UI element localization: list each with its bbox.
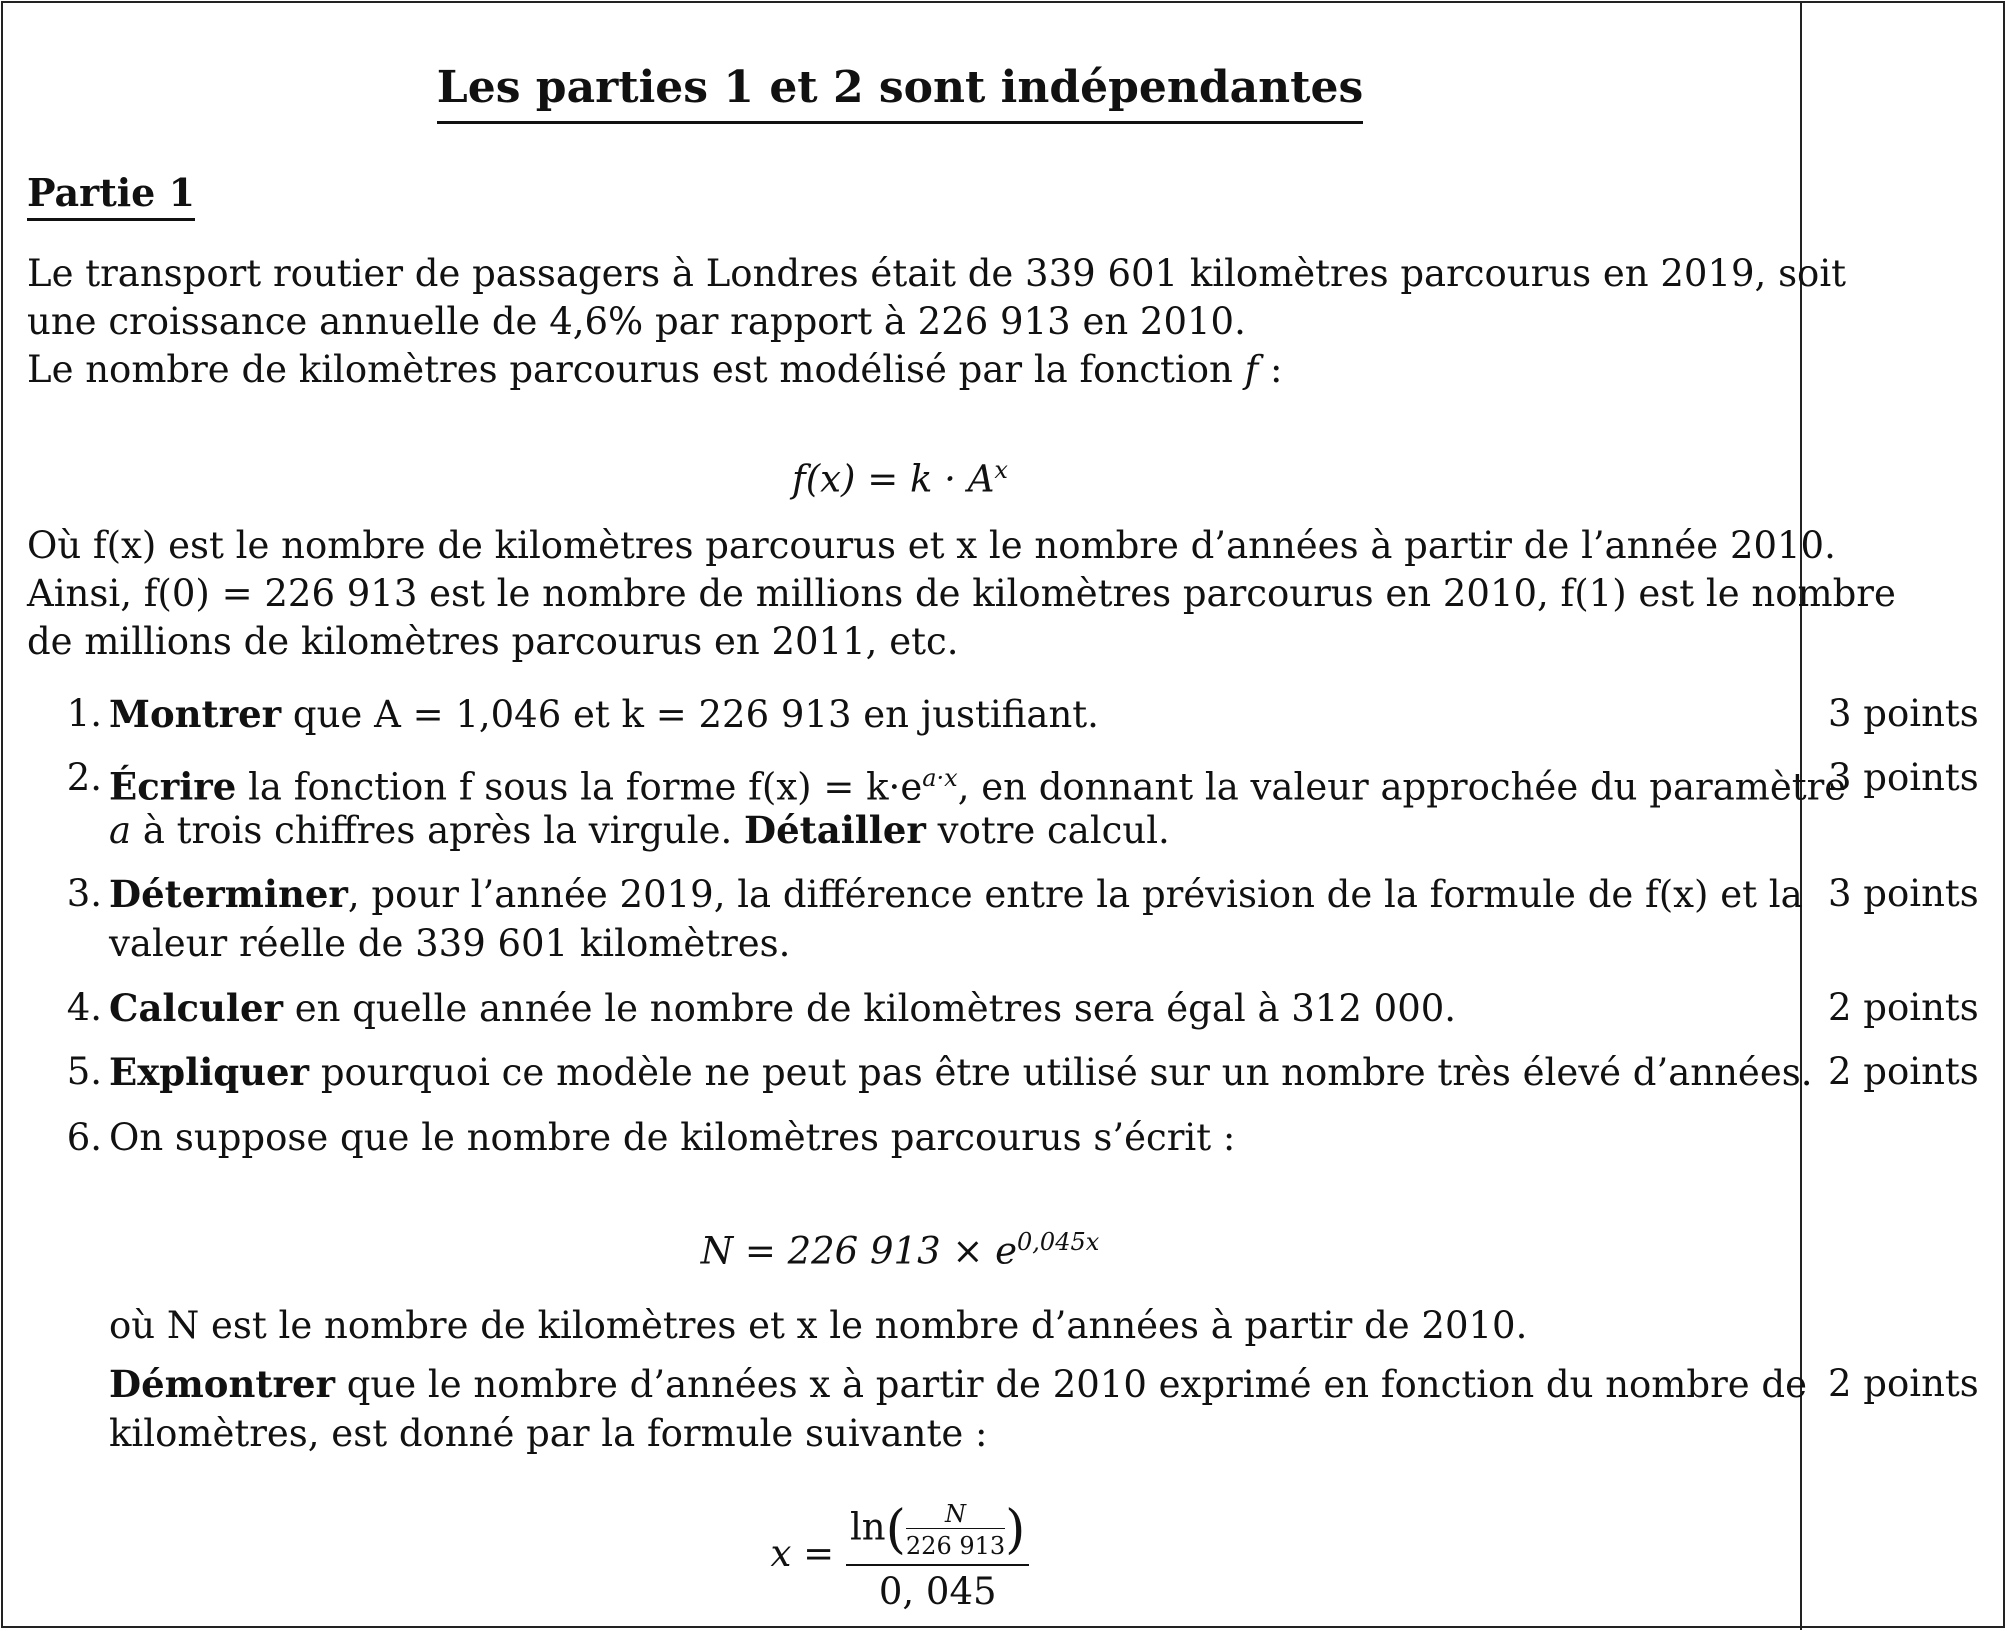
question-5: Expliquer pourquoi ce modèle ne peut pas être utilisé sur un nombre très élevé d’années.: [109, 1050, 1813, 1094]
n-formula: N = 226 $913 \times e^{0,045x}$: [700, 1228, 1100, 1273]
question-3-line-1: Déterminer, pour l’année 2019, la différence entre la prévision de la formule de f(x) et la: [109, 872, 1803, 916]
question-3-line-2: valeur réelle de 339 601 kilomètres.: [109, 922, 791, 965]
question-number: 2.: [66, 756, 102, 799]
question-2-points: 3 points: [1828, 756, 1979, 799]
page-title: Les parties 1 et 2 sont indépendantes: [0, 62, 1800, 113]
question-4: Calculer en quelle année le nombre de kilomètres sera égal à 312 000.: [109, 986, 1457, 1030]
question-6-intro: On suppose que le nombre de kilomètres parcourus s’écrit :: [109, 1116, 1236, 1159]
question-6-demo-line-2: kilomètres, est donné par la formule suivante :: [109, 1412, 988, 1455]
question-number: 1.: [66, 692, 102, 735]
model-formula: $f(x) = k \cdot A^x$: [792, 456, 1008, 501]
section-heading: Partie 1: [27, 170, 195, 215]
question-5-points: 2 points: [1828, 1050, 1979, 1093]
question-2-line-2: a à trois chiffres après la virgule. Détailler votre calcul.: [109, 808, 1170, 852]
question-6-demo-line-1: Démontrer que le nombre d’années x à partir de 2010 exprimé en fonction du nombre de: [109, 1362, 1807, 1406]
question-number: 4.: [66, 986, 102, 1029]
question-1-points: 3 points: [1828, 692, 1979, 735]
final-fraction: ln( $\frac{N}{226 913}$ ) 0, 045: [846, 1500, 1030, 1613]
question-6-points: 2 points: [1828, 1362, 1979, 1405]
question-1: Montrer que A = 1,046 et k = 226 913 en justifiant.: [109, 692, 1099, 736]
question-4-points: 2 points: [1828, 986, 1979, 1029]
intro-line-2: une croissance annuelle de 4,6% par rapport à 226 913 en 2010.: [27, 300, 1246, 343]
question-6-after: où N est le nombre de kilomètres et x le nombre d’années à partir de 2010.: [109, 1304, 1528, 1347]
question-3-points: 3 points: [1828, 872, 1979, 915]
question-number: 5.: [66, 1050, 102, 1093]
question-number: 6.: [66, 1116, 102, 1159]
question-number: 3.: [66, 872, 102, 915]
final-formula: x = ln( $\frac{N}{226 913}$ ) 0, 045: [0, 1500, 1800, 1613]
question-2-line-1: Écrire la fonction f sous la forme $f(x) = k\cdot e^{a\cdot x}$, en donnant la valeur approchée du paramètre: [109, 764, 1847, 809]
intro-line-3: Le nombre de kilomètres parcourus est modélisé par la fonction f :: [27, 348, 1283, 391]
definition-line-1: Où f(x) est le nombre de kilomètres parcourus et x le nombre d’années à partir de l’année 2010.: [27, 524, 1836, 567]
definition-line-3: de millions de kilomètres parcourus en 2011, etc.: [27, 620, 959, 663]
definition-line-2: Ainsi, f(0) = 226 913 est le nombre de millions de kilomètres parcourus en 2010, f(1) est le nombre: [27, 572, 1896, 615]
intro-line-1: Le transport routier de passagers à Londres était de 339 601 kilomètres parcourus en 2019, soit: [27, 252, 1847, 295]
